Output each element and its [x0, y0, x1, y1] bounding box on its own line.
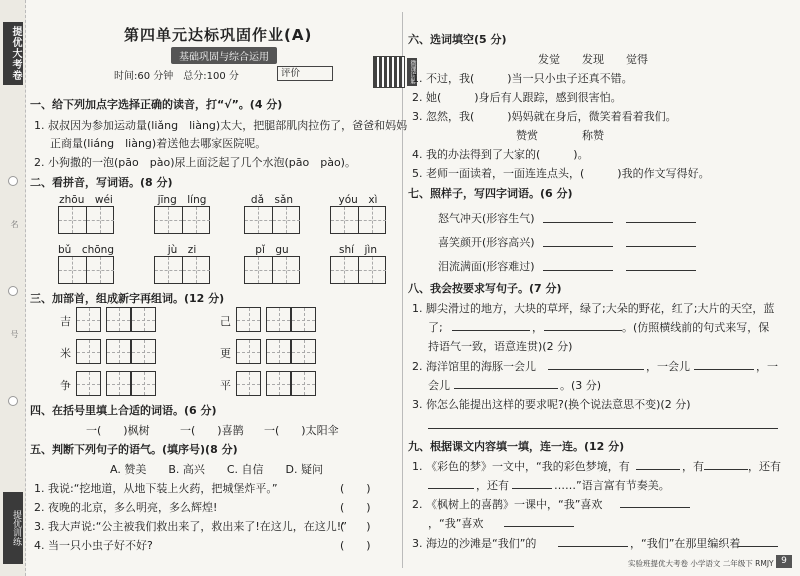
- answer-line[interactable]: [704, 469, 748, 470]
- char-box[interactable]: [131, 307, 156, 332]
- judge-item: 4. 当一只小虫子好不好?: [34, 539, 153, 552]
- pinyin-label: zhōu wéi: [59, 194, 113, 206]
- section-7-title: 七、照样子，写四字词语。(6 分): [408, 187, 573, 200]
- section-5-title: 五、判断下列句子的语气。(填序号)(8 分): [30, 443, 238, 456]
- spine-mark: 名: [10, 220, 19, 228]
- binding-hole: [8, 396, 18, 406]
- qr-label: 微课讲解: [409, 60, 416, 84]
- s1-question-1b: 正商量(liáng liàng)着送他去哪家医院呢。: [50, 137, 267, 150]
- example-idiom: 泪流满面(形容难过): [438, 260, 535, 273]
- fill-sentence[interactable]: 1. 不过，我( )当一只小虫子还真不错。: [412, 72, 633, 85]
- pinyin-label: bǔ chōng: [58, 244, 114, 256]
- section-3-title: 三、加部首，组成新字再组词。(12 分): [30, 292, 225, 305]
- s8-q2-mid: ，一会儿: [646, 360, 690, 373]
- s8-question-3: 3. 你怎么能提出这样的要求呢?(换个说法意思不变)(2 分): [412, 398, 691, 411]
- char-box[interactable]: [76, 339, 101, 364]
- pinyin-label: pǐ gu: [255, 244, 289, 256]
- char-box[interactable]: [266, 307, 291, 332]
- word-choices-2: 赞赏 称赞: [516, 129, 604, 142]
- answer-line[interactable]: [504, 526, 574, 527]
- s9-question-2b: ，“我”喜欢: [428, 517, 484, 530]
- answer-line[interactable]: [626, 270, 696, 271]
- char-box[interactable]: [106, 339, 131, 364]
- char-box[interactable]: [266, 339, 291, 364]
- left-column: [30, 0, 416, 576]
- char-box[interactable]: [291, 339, 316, 364]
- fill-sentence[interactable]: 3. 忽然，我( )妈妈就在身后，微笑着看着我们。: [412, 110, 677, 123]
- answer-line[interactable]: [454, 388, 558, 389]
- pinyin-label: shí jìn: [338, 244, 378, 256]
- right-column: [408, 0, 793, 576]
- char-box[interactable]: [131, 339, 156, 364]
- base-character: 平: [220, 379, 231, 392]
- pinyin-label: jīng líng: [157, 194, 207, 206]
- answer-line[interactable]: [694, 369, 754, 370]
- write-grid[interactable]: [154, 256, 210, 284]
- answer-line[interactable]: [452, 330, 530, 331]
- base-character: 米: [60, 347, 71, 360]
- char-box[interactable]: [266, 371, 291, 396]
- section-9-title: 九、根据课文内容填一填，连一连。(12 分): [408, 440, 625, 453]
- answer-paren[interactable]: ( ): [340, 520, 371, 533]
- write-grid[interactable]: [330, 206, 386, 234]
- s8-instruction: 。(仿照横线前的句式来写，保: [622, 321, 770, 334]
- binding-hole: [8, 176, 18, 186]
- section-2-title: 二、看拼音，写词语。(8 分): [30, 176, 173, 189]
- fill-in-item[interactable]: 一( )太阳伞: [264, 424, 339, 437]
- section-1-title: 一、给下列加点字选择正确的读音，打“√”。(4 分): [30, 98, 283, 111]
- answer-paren[interactable]: ( ): [340, 482, 371, 495]
- answer-line[interactable]: [636, 469, 680, 470]
- s8-q2-score: 。(3 分): [560, 379, 602, 392]
- s8-question-2a: 2. 海洋馆里的海豚一会儿: [412, 360, 536, 373]
- answer-line[interactable]: [512, 488, 552, 489]
- fill-in-item[interactable]: 一( )枫树: [86, 424, 150, 437]
- s8-q2-b: 会儿: [428, 379, 450, 392]
- fill-in-item[interactable]: 一( )喜鹊: [180, 424, 244, 437]
- section-6-title: 六、选词填空(5 分): [408, 33, 507, 46]
- base-character: 己: [220, 315, 231, 328]
- answer-line[interactable]: [543, 222, 613, 223]
- judge-item: 1. 我说:“挖地道，从地下装上火药，把城堡炸平。”: [34, 482, 278, 495]
- answer-line[interactable]: [543, 270, 613, 271]
- fill-sentence[interactable]: 4. 我的办法得到了大家的( )。: [412, 148, 589, 161]
- s8-q2-end: ，一: [756, 360, 778, 373]
- char-box[interactable]: [106, 307, 131, 332]
- answer-paren[interactable]: ( ): [340, 501, 371, 514]
- example-idiom: 怒气冲天(形容生气): [438, 212, 535, 225]
- mood-options: A. 赞美 B. 高兴 C. 自信 D. 疑问: [110, 463, 324, 476]
- answer-line[interactable]: [626, 246, 696, 247]
- pinyin-label: yóu xì: [338, 194, 378, 206]
- pinyin-label: jù zi: [167, 244, 197, 256]
- answer-line[interactable]: [544, 330, 622, 331]
- char-box[interactable]: [236, 339, 261, 364]
- s1-question-1a: 1. 叔叔因为参加运动量(liǎng liàng)太大，把腿部肌肉拉伤了，爸爸和妈妈: [34, 119, 408, 132]
- s9-question-2a: 2. 《枫树上的喜鹊》一课中，“我”喜欢: [412, 498, 603, 511]
- s9-q1-a2: ，有: [682, 460, 704, 473]
- section-4-title: 四、在括号里填上合适的词语。(6 分): [30, 404, 217, 417]
- fill-sentence[interactable]: 5. 老师一面读着，一面连连点头，( )我的作文写得好。: [412, 167, 710, 180]
- answer-line[interactable]: [620, 507, 690, 508]
- answer-line[interactable]: [548, 369, 644, 370]
- spine-mark: 号: [10, 330, 19, 338]
- evaluation-box[interactable]: 评价: [277, 66, 333, 81]
- example-idiom: 喜笑颜开(形容高兴): [438, 236, 535, 249]
- spine-brand: 提优大考卷: [3, 22, 23, 85]
- answer-line[interactable]: [428, 428, 778, 429]
- answer-paren[interactable]: ( ): [340, 539, 371, 552]
- s9-q1-b: ，还有: [476, 479, 509, 492]
- word-choices-1: 发觉 发现 觉得: [538, 53, 648, 66]
- char-box[interactable]: [76, 307, 101, 332]
- judge-item: 3. 我大声说:“公主被我们救出来了，救出来了!在这儿，在这儿!”: [34, 520, 347, 533]
- binding-spine: [0, 0, 26, 576]
- char-box[interactable]: [236, 371, 261, 396]
- page-number: 9: [776, 555, 792, 568]
- footer-text: 实验班提优大考卷 小学语文 二年级下 RMJY: [628, 559, 774, 568]
- write-grid[interactable]: [330, 256, 386, 284]
- write-grid[interactable]: [244, 206, 300, 234]
- s9-question-3b: ，“我们”在那里编织着: [630, 537, 741, 550]
- page-subtitle: 基础巩固与综合运用: [171, 47, 277, 64]
- answer-line[interactable]: [738, 546, 778, 547]
- qr-code-icon[interactable]: [373, 56, 405, 88]
- time-score-info: 时间:60 分钟 总分:100 分: [114, 71, 239, 82]
- char-box[interactable]: [291, 371, 316, 396]
- base-character: 吉: [60, 315, 71, 328]
- answer-line[interactable]: [558, 546, 628, 547]
- write-grid[interactable]: [244, 256, 300, 284]
- section-8-title: 八、我会按要求写句子。(7 分): [408, 282, 562, 295]
- page-title: 第四单元达标巩固作业(A): [124, 26, 313, 44]
- answer-line[interactable]: [626, 222, 696, 223]
- column-divider: [402, 12, 403, 568]
- s9-question-1a: 1. 《彩色的梦》一文中，“我的彩色梦境，有: [412, 460, 630, 473]
- write-grid[interactable]: [154, 206, 210, 234]
- write-grid[interactable]: [58, 256, 114, 284]
- s9-q1-b2: ……”语言富有节奏美。: [554, 479, 670, 492]
- char-box[interactable]: [76, 371, 101, 396]
- binding-hole: [8, 286, 18, 296]
- s8-question-1a: 1. 脚尖滑过的地方，大块的草坪，绿了;大朵的野花，红了;大片的天空，蓝: [412, 302, 775, 315]
- fill-sentence[interactable]: 2. 她( )身后有人跟踪，感到很害怕。: [412, 91, 622, 104]
- answer-line[interactable]: [543, 246, 613, 247]
- s1-question-2: 2. 小狗撒的一泡(pāo pào)尿上面泛起了几个水泡(pāo pào)。: [34, 156, 356, 169]
- char-box[interactable]: [106, 371, 131, 396]
- s9-q1-a3: ，还有: [748, 460, 781, 473]
- char-box[interactable]: [236, 307, 261, 332]
- judge-item: 2. 夜晚的北京，多么明亮，多么辉煌!: [34, 501, 218, 514]
- write-grid[interactable]: [58, 206, 114, 234]
- s9-question-3a: 3. 海边的沙滩是“我们”的: [412, 537, 537, 550]
- spine-brand-bottom: 提优训练: [3, 492, 23, 564]
- char-box[interactable]: [291, 307, 316, 332]
- char-box[interactable]: [131, 371, 156, 396]
- pinyin-label: dǎ sǎn: [250, 194, 294, 206]
- answer-line[interactable]: [428, 488, 474, 489]
- base-character: 争: [60, 379, 71, 392]
- s8-question-1c: 持语气一致，语意连贯)(2 分): [428, 340, 573, 353]
- base-character: 更: [220, 347, 231, 360]
- s8-question-1b: 了;: [428, 321, 443, 334]
- s8-comma: ，: [532, 321, 543, 334]
